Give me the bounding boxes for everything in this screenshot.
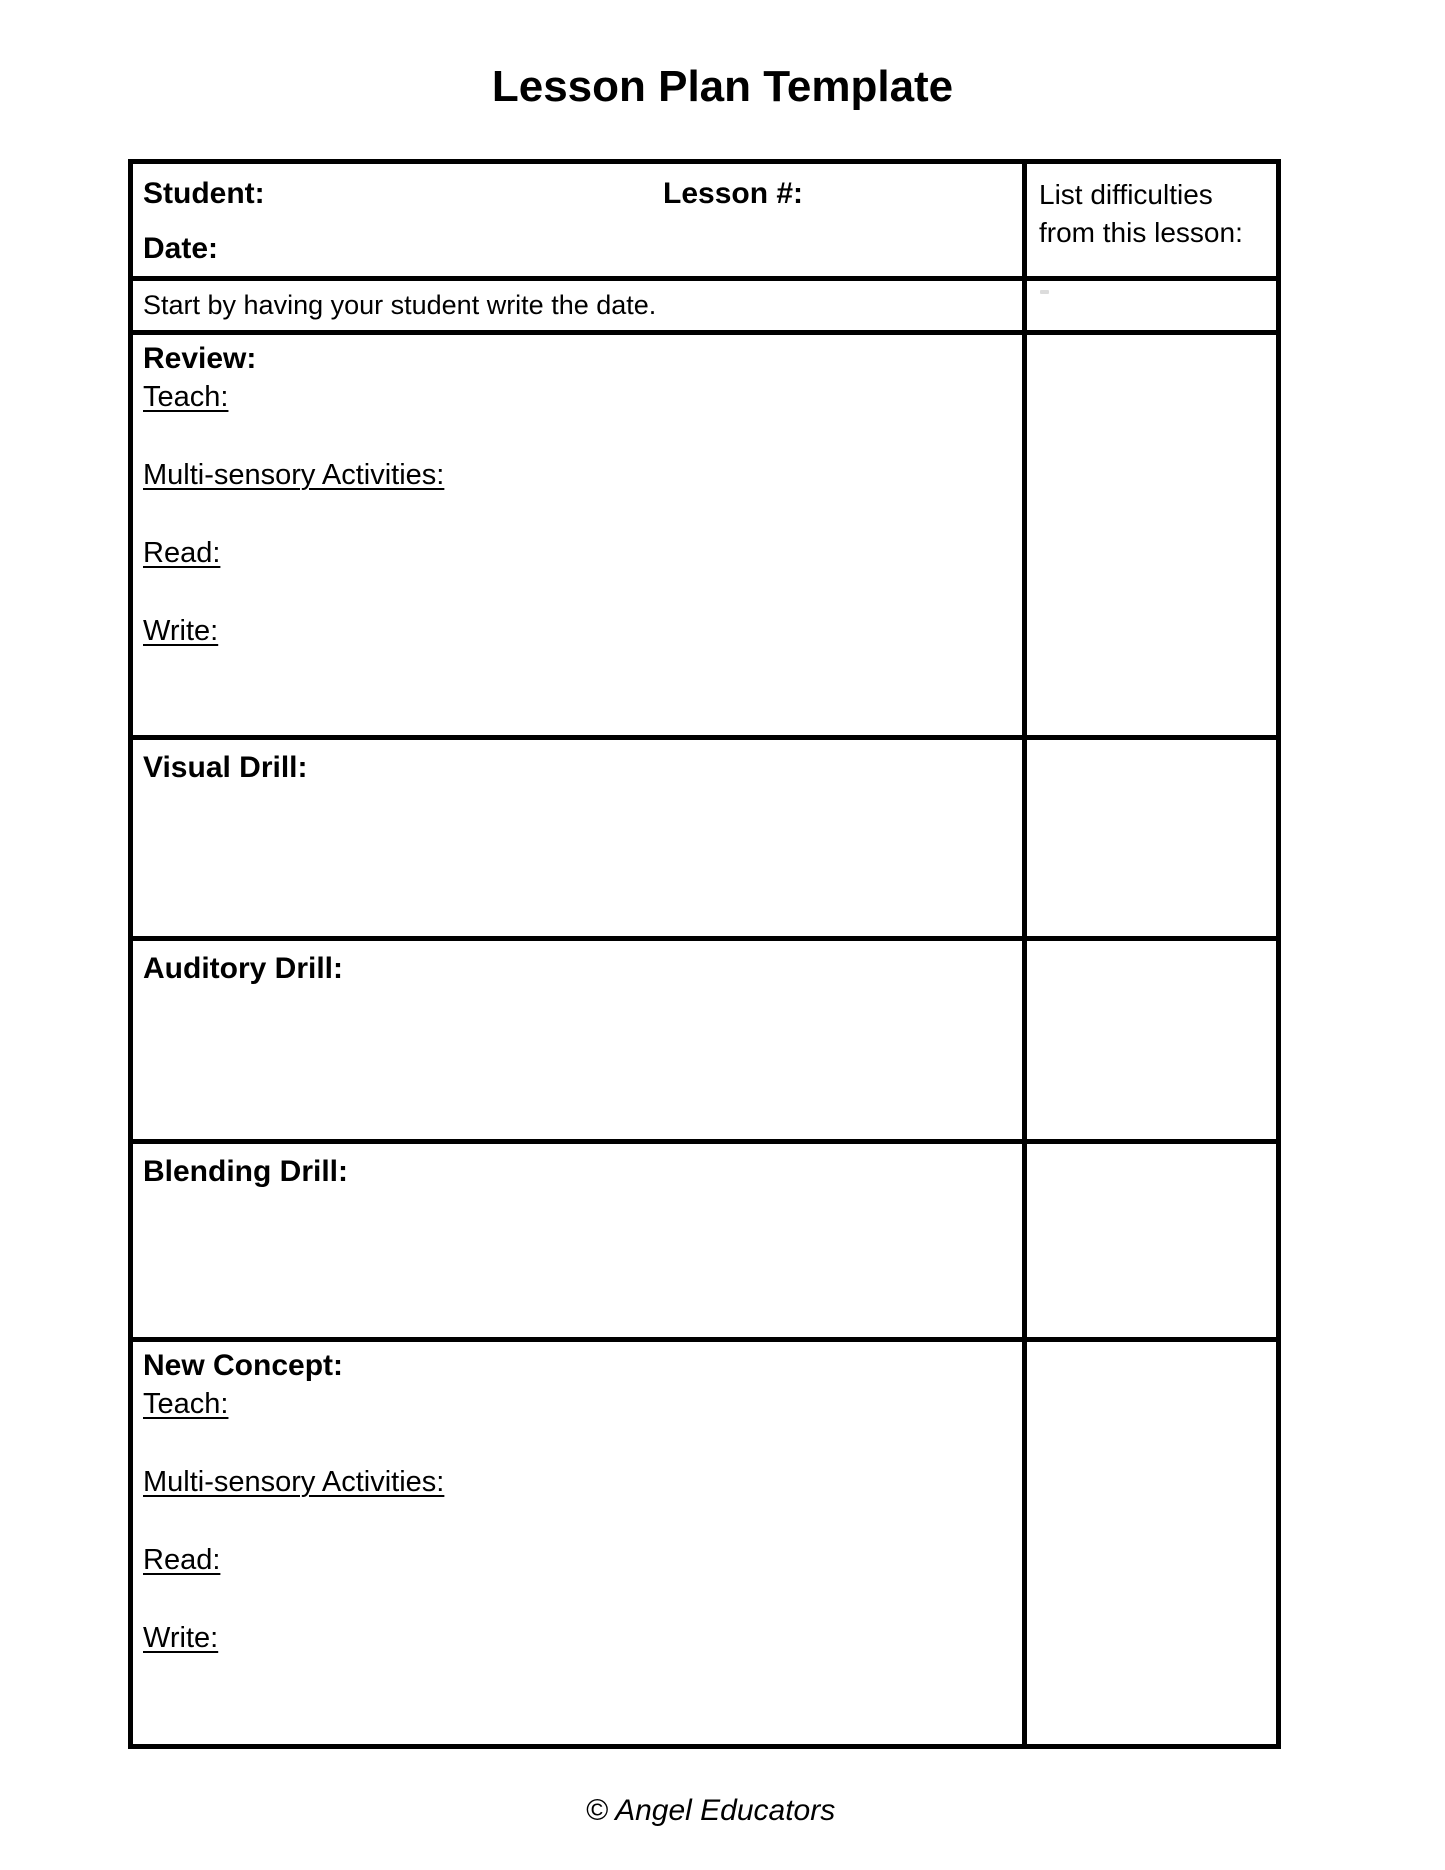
difficulties-blank-cell-4 <box>1025 939 1279 1142</box>
difficulties-blank-cell-3 <box>1025 738 1279 939</box>
new-concept-cell <box>131 1340 1025 1747</box>
header-main-cell <box>131 162 1025 279</box>
blank-line <box>143 417 1012 456</box>
visual-drill-cell <box>131 738 1025 939</box>
date-instruction-cell <box>131 279 1025 333</box>
new-concept-write-label: Write: <box>143 1622 219 1654</box>
review-row <box>131 333 1279 738</box>
student-lesson-line <box>133 166 1022 221</box>
date-instruction-row <box>131 279 1279 333</box>
auditory-drill-cell <box>131 939 1025 1142</box>
new-concept-teach-label: Teach: <box>143 1388 229 1420</box>
blending-drill-row <box>131 1142 1279 1340</box>
difficulties-blank-cell-1 <box>1025 279 1279 333</box>
footer-credit: © Angel Educators <box>585 1794 836 1827</box>
blank-line <box>143 1424 1012 1463</box>
scan-artifact <box>1040 290 1049 294</box>
date-label: Date: <box>143 231 219 265</box>
blending-drill-heading: Blending Drill: <box>143 1154 348 1188</box>
new-concept-heading: New Concept: <box>143 1348 344 1382</box>
lesson-plan-table <box>128 159 1281 1749</box>
difficulties-label: List difficulties from this lesson: <box>1039 179 1243 248</box>
page-title: Lesson Plan Template <box>491 62 954 111</box>
blending-drill-cell <box>131 1142 1025 1340</box>
review-cell <box>131 333 1025 738</box>
blank-line <box>143 1580 1012 1619</box>
new-concept-multisensory-label: Multi-sensory Activities: <box>143 1466 445 1498</box>
new-concept-read-label: Read: <box>143 1544 221 1576</box>
difficulties-header-cell <box>1025 162 1279 279</box>
visual-drill-row <box>131 738 1279 939</box>
lesson-number-label: Lesson #: <box>663 176 804 210</box>
auditory-drill-row <box>131 939 1279 1142</box>
auditory-drill-heading: Auditory Drill: <box>143 951 343 985</box>
review-multisensory-label: Multi-sensory Activities: <box>143 459 445 491</box>
date-line <box>133 221 1022 276</box>
review-read-label: Read: <box>143 537 221 569</box>
review-heading: Review: <box>143 341 257 375</box>
new-concept-row <box>131 1340 1279 1747</box>
date-instruction-text: Start by having your student write the date. <box>143 290 657 320</box>
header-row <box>131 162 1279 279</box>
student-label: Student: <box>143 176 265 210</box>
review-write-label: Write: <box>143 615 219 647</box>
difficulties-blank-cell-2 <box>1025 333 1279 738</box>
blank-line <box>143 495 1012 534</box>
difficulties-blank-cell-6 <box>1025 1340 1279 1747</box>
blank-line <box>143 1502 1012 1541</box>
review-teach-label: Teach: <box>143 381 229 413</box>
visual-drill-heading: Visual Drill: <box>143 750 308 784</box>
blank-line <box>143 573 1012 612</box>
difficulties-blank-cell-5 <box>1025 1142 1279 1340</box>
